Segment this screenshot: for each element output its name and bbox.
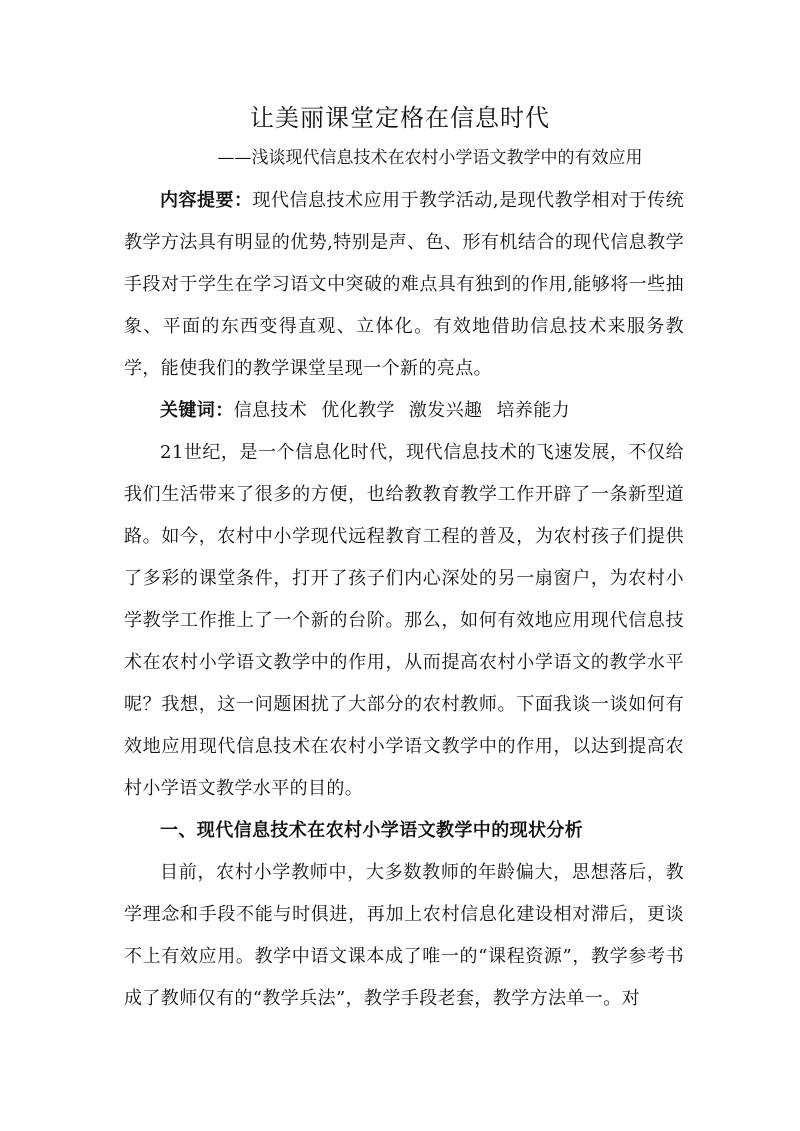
abstract-paragraph	[124, 180, 684, 390]
document-title: 让美丽课堂定格在信息时代	[250, 104, 550, 132]
section-heading: 一、现代信息技术在农村小学语文教学中的现状分析	[160, 820, 584, 841]
keywords-paragraph	[124, 390, 684, 432]
keyword-item: 信息技术	[233, 400, 308, 421]
abstract-label: 内容提要：	[160, 190, 253, 211]
intro-paragraph: 21世纪，是一个信息化时代，现代信息技术的飞速发展，不仅给我们生活带来了很多的方便，也给教教育教学工作开辟了一条新型道路。如今，农村中小学现代远程教育工程的普及，为农村孩子们提供了多彩的课堂条件，打开了孩子们内心深处的另一扇窗户，为农村小学教学工作推上了一个新的台阶。那么，如何有效地应用现代信息技术在农村小学语文教学中的作用，从而提高农村小学语文的教学水平呢？我想，这一问题困扰了大部分的农村教师。下面我谈一谈如何有效地应用现代信息技术在农村小学语文教学中的作用，以达到提高农村小学语文教学水平的目的。	[124, 442, 684, 799]
section-paragraph: 目前，农村小学教师中，大多数教师的年龄偏大，思想落后，教学理念和手段不能与时俱进，再加上农村信息化建设相对滞后，更谈不上有效应用。教学中语文课本成了唯一的“课程资源”，教学参考书成了教师仅有的“教学兵法”，教学手段老套，教学方法单一。对	[124, 862, 684, 1009]
keyword-item: 培养能力	[496, 400, 571, 421]
keyword-item: 激发兴趣	[408, 400, 483, 421]
keywords-label: 关键词：	[160, 400, 234, 421]
document-body	[124, 180, 684, 1020]
abstract-text: 现代信息技术应用于教学活动,是现代教学相对于传统教学方法具有明显的优势,特别是声、色、形有机结合的现代信息教学手段对于学生在学习语文中突破的难点具有独到的作用,能够将一些抽象、平面的东西变得直观、立体化。有效地借助信息技术来服务教学，能使我们的教学课堂呈现一个新的亮点。	[124, 190, 684, 379]
document-subtitle: ——浅谈现代信息技术在农村小学语文教学中的有效应用	[217, 148, 643, 168]
keyword-item: 优化教学	[321, 400, 395, 421]
